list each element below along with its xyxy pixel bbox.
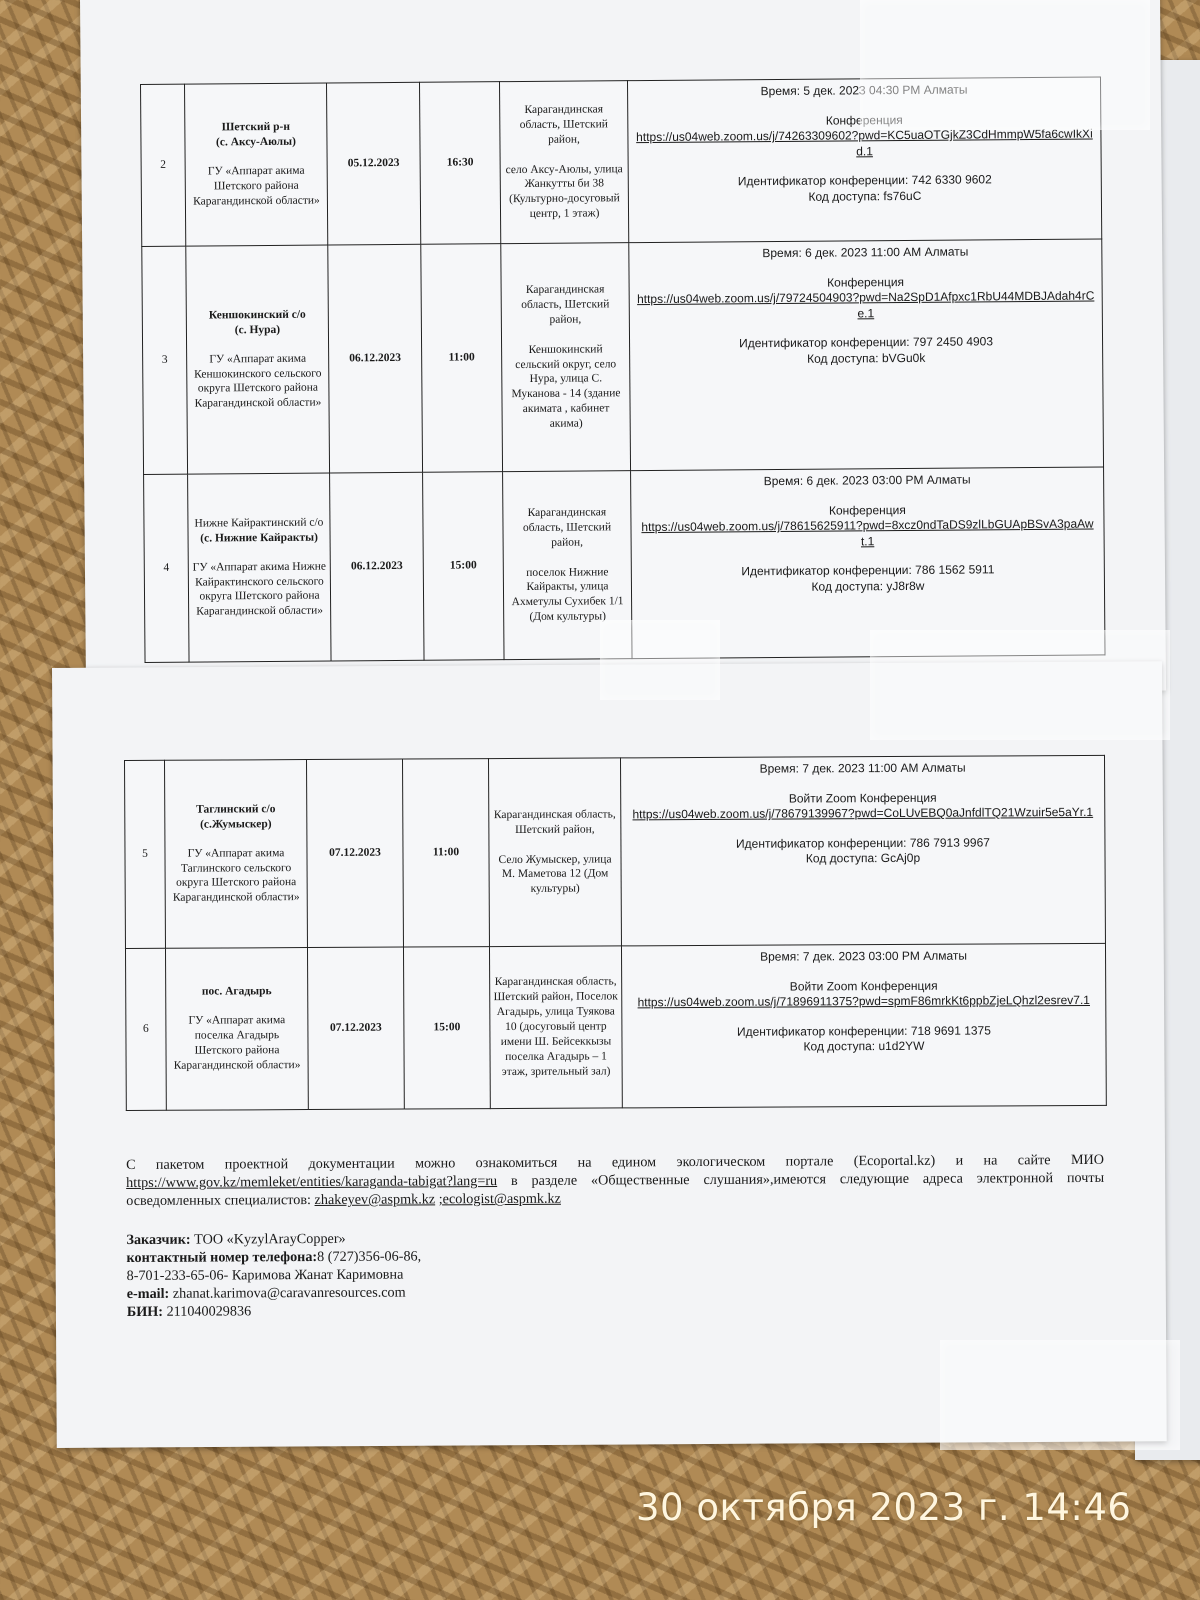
organization-name: ГУ «Аппарат акима поселка Агадырь Шетского района Карагандинской области» [173,1014,301,1072]
hearing-time: 15:00 [423,472,504,661]
gap [192,545,327,560]
zoom-time: Время: 5 дек. 2023 04:30 PM Алматы [760,82,968,99]
zoom-meeting-id: Идентификатор конференции: 797 2450 4903 [739,334,994,351]
mio-link[interactable]: https://www.gov.kz/memleket/entities/karaganda-tabigat?lang=ru [126,1173,498,1192]
zoom-link[interactable]: https://us04web.zoom.us/j/78615625911?pwd=8xcz0ndTaDS9zlLbGUApBSvA3paAwt.1 [641,516,1094,549]
venue-address: Карагандинская область, Шетский район, Село Жумыскер, улица М. Маметова 12 (Дом культуры) [488,758,621,947]
tape-strip [860,0,1150,130]
table-row [142,239,1104,475]
table-row [125,755,1106,948]
footer-notice [126,1151,1105,1321]
venue-address: Карагандинская область, Шетский район, село Аксу-Аюлы, улица Жанкутты би 38 (Культурно-досуговый центр, 1 этаж) [499,81,628,244]
zoom-meeting-id: Идентификатор конференции: 742 6330 9602 [737,172,992,189]
gap [189,150,324,165]
zoom-time: Время: 6 дек. 2023 11:00 AM Алматы [762,244,969,261]
row-number: 6 [125,948,166,1110]
zoom-details [620,755,1105,946]
gap [190,337,325,352]
locality-name: Нижне Кайрактинский с/о [194,516,324,530]
locality-cell [186,245,330,474]
customer-value: ТОО «KyzylArayCopper» [194,1230,346,1248]
organization-name: ГУ «Аппарат акима Нижне Кайрактинского сельского округа Шетского района Карагандинской области» [192,560,326,618]
email-value: zhanat.karimova@caravanresources.com [172,1284,406,1302]
zoom-passcode: Код доступа: u1d2YW [803,1039,925,1054]
zoom-passcode: Код доступа: yJ8r8w [811,578,925,594]
tape-strip [940,1340,1180,1450]
zoom-meeting-id: Идентификатор конференции: 718 9691 1375 [736,1023,991,1039]
zoom-meeting-id: Идентификатор конференции: 786 7913 9967 [735,835,990,851]
hearing-time: 16:30 [419,82,500,245]
zoom-link[interactable]: https://us04web.zoom.us/j/71896911375?pwd=spmF86mrkKt6ppbZjeLQhzl2esrev7.1 [637,993,1090,1010]
row-number: 5 [125,760,166,948]
email-link-2[interactable]: ecologist@aspmk.kz [442,1191,561,1208]
row-number: 4 [144,474,189,662]
zoom-time: Время: 7 дек. 2023 11:00 AM Алматы [759,760,966,776]
hearing-time: 11:00 [402,759,489,947]
hearing-date: 05.12.2023 [326,82,420,245]
zoom-conference-label: Конференция [828,502,906,518]
schedule-table-top [140,76,1106,663]
zoom-conference-label: Конференция [827,274,905,290]
gap [169,999,304,1014]
email-separator: ; [438,1191,443,1208]
phone-value: 8 (727)356-06-86, [317,1248,422,1265]
hearing-time: 15:00 [403,947,490,1109]
venue-address: Карагандинская область, Шетский район, поселок Нижние Кайракты, улица Ахметулы Сухибек 1/1 (Дом культуры) [503,471,632,660]
locality-name-bold: Кеншокинский с/о (с. Нура) [208,308,306,336]
locality-cell [165,760,308,949]
zoom-time: Время: 6 дек. 2023 03:00 PM Алматы [763,472,971,489]
locality-cell [188,473,331,662]
email-link-1[interactable]: zhakeyev@aspmk.kz [314,1191,436,1209]
tape-strip [870,630,1170,740]
zoom-link[interactable]: https://us04web.zoom.us/j/74263309602?pwd=KC5uaOTGjkZ3CdHmmpW5fa6cwIkXid.1 [636,126,1093,159]
gap [168,832,303,847]
hearing-time: 11:00 [421,244,503,473]
organization-name: ГУ «Аппарат акима Таглинского сельского округа Шетского района Карагандинской области» [172,846,300,905]
phone-label: контактный номер телефона: [126,1248,318,1266]
notice-text-1: С пакетом проектной документации можно ознакомиться на едином экологическом портале (Ecoportal.kz) и на сайте МИО [126,1151,1105,1173]
phone-2: 8-701-233-65-06- Каримова Жанат Каримовна [126,1266,404,1284]
zoom-link[interactable]: https://us04web.zoom.us/j/78679139967?pwd=CoLUvEBQ0aJnfdlTQ21Wzuir5e5aYr.1 [632,805,1094,822]
notice-paragraph [126,1151,1104,1211]
venue-address: Карагандинская область, Шетский район, Кеншокинский сельский округ, село Нура, улица С. Муканова - 14 (здание акимата , кабинет акима) [501,243,631,472]
notice-text-2: в разделе «Общественные слушания»,имеются следующие адреса электронной почты осведомленных специалистов: [126,1170,1105,1210]
contacts-block [126,1225,1104,1321]
locality-cell [185,83,328,246]
locality-name-bold: Таглинский с/о (с.Жумыскер) [196,802,276,831]
row-number: 3 [142,246,188,474]
organization-name: ГУ «Аппарат акима Шетского района Карагандинской области» [193,164,320,208]
tape-strip [600,620,720,700]
zoom-meeting-id: Идентификатор конференции: 786 1562 5911 [741,562,995,579]
zoom-details [629,239,1104,471]
locality-cell [165,948,308,1111]
hearing-date: 07.12.2023 [307,759,404,948]
zoom-passcode: Код доступа: GcAj0p [805,851,921,866]
bin-label: БИН: [126,1304,164,1321]
customer-label: Заказчик: [126,1231,191,1248]
zoom-passcode: Код доступа: bVGu0k [806,350,926,366]
zoom-details [621,943,1106,1108]
zoom-conference-label: Конференция [825,112,903,128]
zoom-passcode: Код доступа: fs76uC [808,188,922,204]
bin-value: 211040029836 [166,1303,252,1320]
organization-name: ГУ «Аппарат акима Кеншокинского сельского округа Шетского района Карагандинской области» [194,352,322,410]
hearing-date: 07.12.2023 [307,947,404,1110]
hearing-date: 06.12.2023 [328,244,423,473]
zoom-time: Время: 7 дек. 2023 03:00 PM Алматы [760,948,968,964]
locality-name-bold: пос. Агадырь [201,985,272,998]
zoom-conference-label: Войти Zoom Конференция [789,978,938,994]
locality-name-bold: (с. Нижние Кайракты) [200,531,318,545]
photo-timestamp: 30 октября 2023 г. 14:46 [636,1486,1132,1529]
email-label: e-mail: [126,1285,170,1303]
table-row [125,943,1106,1110]
zoom-conference-label: Войти Zoom Конференция [788,790,937,806]
venue-address: Карагандинская область, Шетский район, Поселок Агадырь, улица Туякова 10 (досуговый центр имени Ш. Бейсеккызы поселка Агадырь – 1 этаж, зрительный зал) [489,946,622,1109]
schedule-table-bottom [124,755,1107,1111]
locality-name-bold: Шетский р-н (с. Аксу-Аюлы) [215,120,296,149]
hearing-date: 06.12.2023 [330,472,424,661]
row-number: 2 [141,84,186,246]
zoom-link[interactable]: https://us04web.zoom.us/j/79724504903?pwd=Na2SpD1Afpxc1RbU44MDBJAdah4rCe.1 [637,288,1095,321]
